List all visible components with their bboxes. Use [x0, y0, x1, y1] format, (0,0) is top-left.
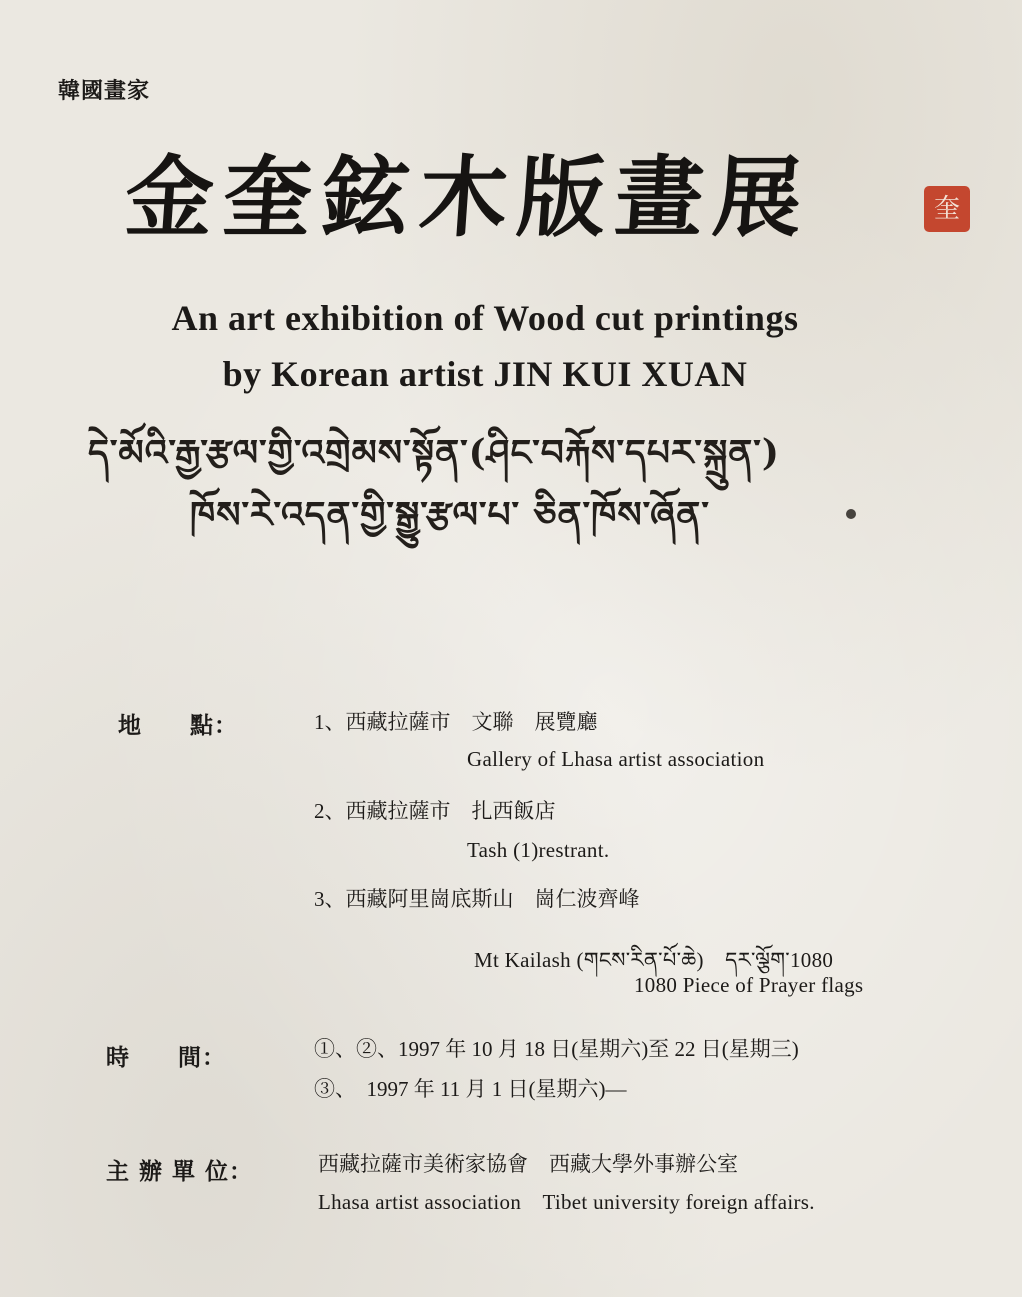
location-label: 地 點：: [118, 713, 238, 739]
english-title: [100, 290, 870, 402]
english-title-line2: by Korean artist JIN KUI XUAN: [222, 354, 748, 394]
organizer-en: Lhasa artist association Tibet university foreign affairs.: [318, 1190, 815, 1214]
tibetan-title-line2: ཁོས་རེ་འདན་གྱི་སྒྱུ་རྩལ་པ་ ཅིན་ཁོས་ཞོན་: [190, 494, 710, 536]
organizer-label: 主 辦 單 位：: [106, 1159, 254, 1185]
time-line1: ①、②、1997 年 10 月 18 日(星期六)至 22 日(星期三): [314, 1037, 799, 1061]
english-title-line1: An art exhibition of Wood cut printings: [171, 298, 799, 338]
time-label: 時 間：: [106, 1045, 226, 1071]
location-3-en: Mt Kailash (གངས་རིན་པོ་ཆེ) དར་ལྕོག་1080: [474, 948, 834, 972]
organizer-cn: 西藏拉薩市美術家協會 西藏大學外事辦公室: [318, 1152, 738, 1176]
subtitle-korean-painter: 韓國畫家: [58, 79, 151, 104]
calligraphy-title: 金奎鉉木版畫展: [121, 145, 816, 249]
red-seal-stamp: 奎: [924, 186, 970, 232]
location-3-cn: 3、西藏阿里崗底斯山 崗仁波齊峰: [314, 887, 640, 911]
time-line2: ③、 1997 年 11 月 1 日(星期六)—: [314, 1077, 627, 1101]
location-1-cn: 1、西藏拉薩市 文聯 展覽廳: [314, 710, 598, 734]
location-3-en2: 1080 Piece of Prayer flags: [634, 973, 864, 997]
location-2-cn: 2、西藏拉薩市 扎西飯店: [314, 799, 556, 823]
location-1-en: Gallery of Lhasa artist association: [467, 747, 765, 771]
location-2-en: Tash (1)restrant.: [467, 838, 610, 862]
ink-spot: [846, 509, 856, 519]
tibetan-title-line1: དེ་མོའི་རྒྱ་རྩལ་གྱི་འགྲེམས་སྟོན་(ཤིང་བརྐོས་དཔར་སྐྲུན་): [88, 432, 780, 474]
